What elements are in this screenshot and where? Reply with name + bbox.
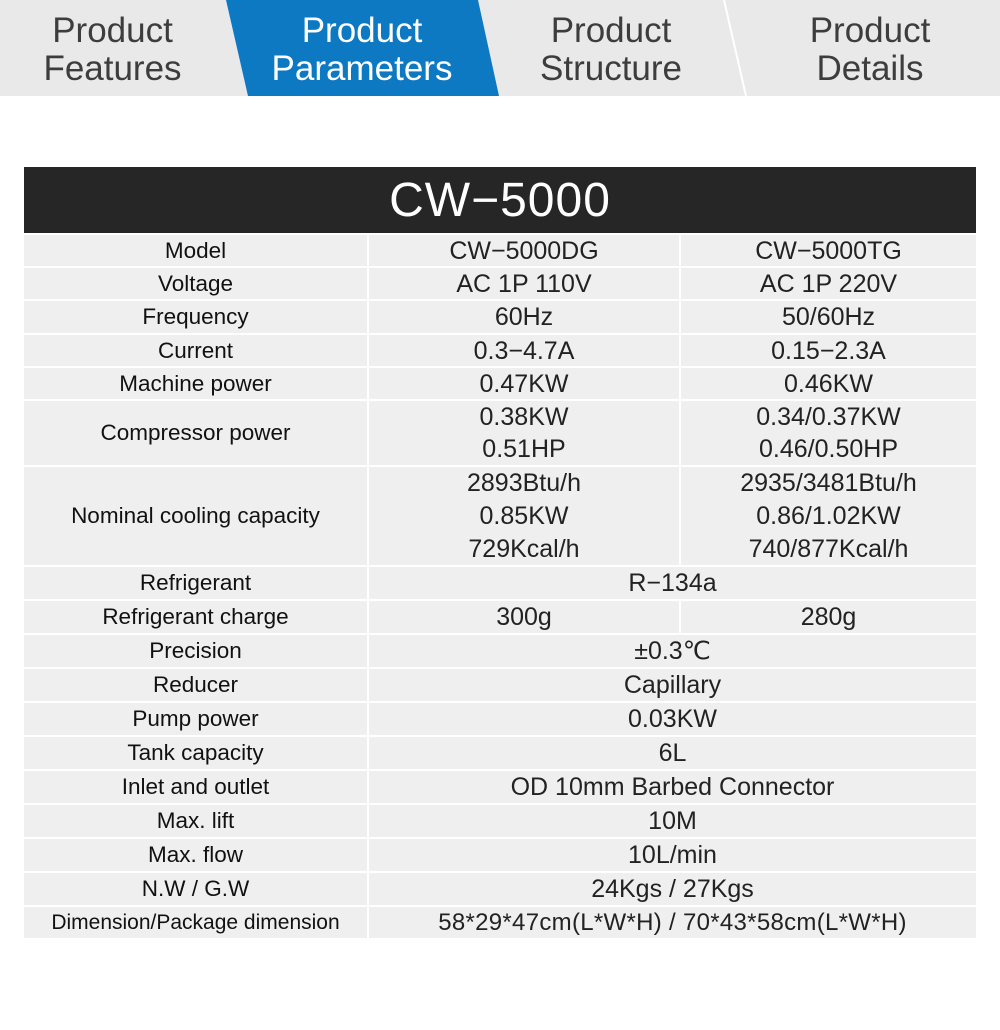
- cell-value: 24Kgs / 27Kgs: [591, 875, 754, 903]
- tab-structure[interactable]: Product Structure: [540, 11, 682, 88]
- cell-value: 729Kcal/h: [468, 534, 580, 563]
- table-row: [24, 805, 976, 837]
- table-row: [24, 907, 976, 938]
- cell-value: 10L/min: [628, 841, 717, 869]
- value-cell-tg: [681, 368, 976, 399]
- cell-value: 0.46/0.50HP: [759, 435, 898, 463]
- value-cell-tg: [681, 301, 976, 333]
- value-cell-dg: [369, 235, 679, 266]
- value-cell-dg: [369, 268, 679, 299]
- tab-features[interactable]: Product Features: [43, 11, 182, 88]
- table-row: [24, 771, 976, 803]
- row-label: Refrigerant charge: [24, 601, 367, 633]
- row-label: Precision: [24, 635, 367, 667]
- tab-bar: [0, 0, 1000, 96]
- table-row: [24, 601, 976, 633]
- table-row: [24, 335, 976, 366]
- row-label: Dimension/Package dimension: [24, 907, 367, 938]
- row-label: Reducer: [24, 669, 367, 701]
- value-cell-merged: [369, 669, 976, 701]
- cell-value: 0.03KW: [628, 705, 717, 733]
- table-row: [24, 235, 976, 266]
- value-cell-merged: [369, 839, 976, 871]
- cell-value: OD 10mm Barbed Connector: [510, 773, 835, 801]
- cell-value: 0.34/0.37KW: [756, 403, 901, 431]
- cell-value: R−134a: [628, 569, 717, 597]
- row-label: Max. flow: [24, 839, 367, 871]
- row-label: Machine power: [24, 368, 367, 399]
- cell-value: 2893Btu/h: [467, 469, 581, 498]
- row-label: Refrigerant: [24, 567, 367, 599]
- row-label: N.W / G.W: [24, 873, 367, 905]
- table-row: [24, 839, 976, 871]
- table-row: [24, 873, 976, 905]
- value-cell-merged: [369, 703, 976, 735]
- value-cell-dg: [369, 401, 679, 465]
- table-title: CW−5000: [24, 167, 976, 233]
- cell-value: 0.86/1.02KW: [756, 501, 901, 530]
- cell-value: 0.3−4.7A: [473, 336, 575, 365]
- row-label: Max. lift: [24, 805, 367, 837]
- table-row: [24, 368, 976, 399]
- table-row: [24, 268, 976, 299]
- row-label: Nominal cooling capacity: [24, 467, 367, 565]
- value-cell-merged: [369, 873, 976, 905]
- value-cell-tg: [681, 235, 976, 266]
- table-row: [24, 737, 976, 769]
- cell-value: 50/60Hz: [781, 303, 876, 331]
- row-label: Model: [24, 235, 367, 266]
- cell-value: 0.46KW: [784, 369, 873, 398]
- value-cell-merged: [369, 907, 976, 938]
- cell-value: AC 1P 220V: [759, 269, 898, 298]
- value-cell-dg: [369, 301, 679, 333]
- value-cell-dg: [369, 601, 679, 633]
- cell-value: 6L: [658, 739, 687, 767]
- cell-value: CW−5000TG: [755, 236, 902, 265]
- row-label: Inlet and outlet: [24, 771, 367, 803]
- row-label: Current: [24, 335, 367, 366]
- value-cell-tg: [681, 401, 976, 465]
- cell-value: 0.85KW: [479, 501, 569, 530]
- value-cell-merged: [369, 737, 976, 769]
- cell-value: 10M: [648, 807, 697, 835]
- value-cell-dg: [369, 368, 679, 399]
- value-cell-tg: [681, 335, 976, 366]
- cell-value: 60Hz: [494, 303, 554, 331]
- tab-parameters[interactable]: Product Parameters: [271, 11, 453, 88]
- cell-value: CW−5000DG: [449, 236, 599, 265]
- row-label: Pump power: [24, 703, 367, 735]
- cell-value: 280g: [800, 603, 857, 631]
- value-cell-dg: [369, 467, 679, 565]
- value-cell-merged: [369, 771, 976, 803]
- cell-value: 300g: [496, 603, 552, 631]
- cell-value: 2935/3481Btu/h: [740, 469, 917, 498]
- row-label: Compressor power: [24, 401, 367, 465]
- cell-value: 0.51HP: [482, 435, 566, 463]
- value-cell-merged: [369, 635, 976, 667]
- value-cell-tg: [681, 467, 976, 565]
- cell-value: 58*29*47cm(L*W*H) / 70*43*58cm(L*W*H): [438, 908, 907, 936]
- cell-value: 0.15−2.3A: [771, 336, 886, 365]
- cell-value: 0.38KW: [479, 403, 569, 431]
- parameter-table: [24, 167, 976, 963]
- cell-value: AC 1P 110V: [456, 269, 592, 298]
- table-row: [24, 669, 976, 701]
- cell-value: 740/877Kcal/h: [748, 534, 909, 563]
- cell-value: 0.47KW: [479, 369, 569, 398]
- table-row: [24, 467, 976, 565]
- table-row: [24, 635, 976, 667]
- value-cell-merged: [369, 805, 976, 837]
- cell-value: Capillary: [623, 671, 722, 699]
- row-label: Voltage: [24, 268, 367, 299]
- row-label: Tank capacity: [24, 737, 367, 769]
- table-row: [24, 301, 976, 333]
- table-row: [24, 401, 976, 465]
- table-row: [24, 567, 976, 599]
- table-row: [24, 703, 976, 735]
- value-cell-tg: [681, 268, 976, 299]
- value-cell-tg: [681, 601, 976, 633]
- row-label: Frequency: [24, 301, 367, 333]
- cell-value: ±0.3℃: [634, 637, 711, 665]
- value-cell-merged: [369, 567, 976, 599]
- tab-details[interactable]: Product Details: [809, 11, 931, 88]
- value-cell-dg: [369, 335, 679, 366]
